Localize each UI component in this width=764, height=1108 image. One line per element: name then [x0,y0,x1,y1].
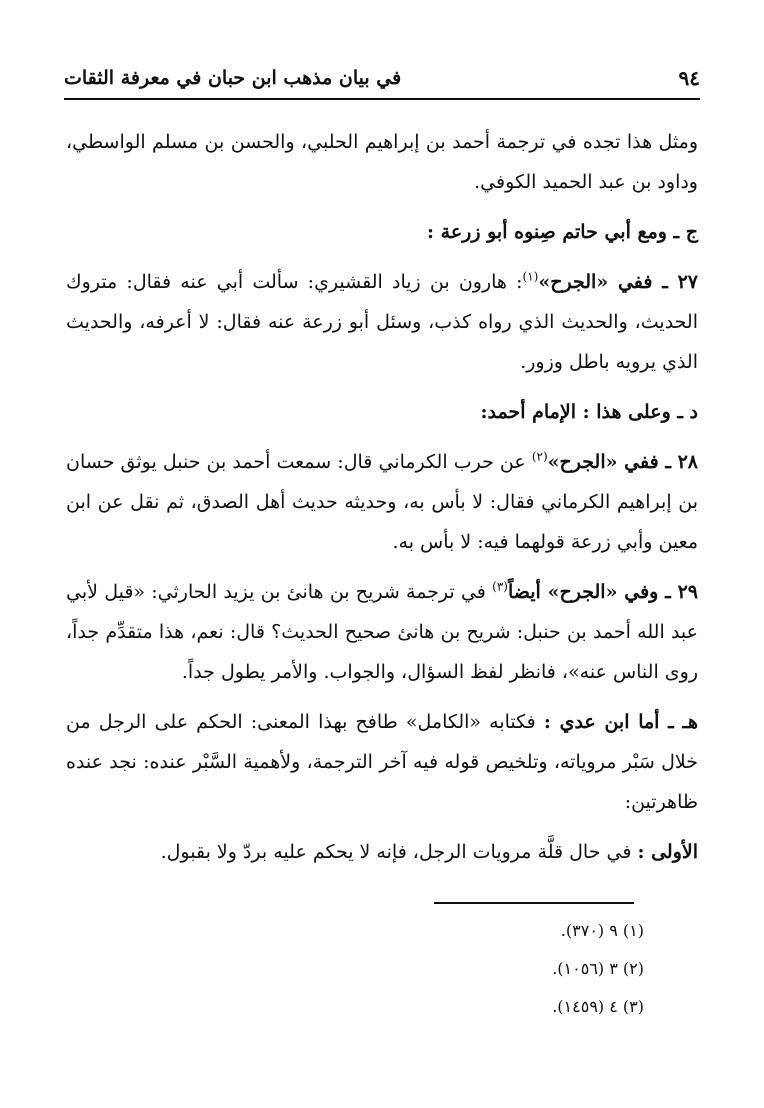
footnote-3: (٣) ٤ (١٤٥٩). [552,997,644,1016]
footnote-divider [434,902,634,904]
page-header [64,58,700,100]
paragraph-first-phenomenon [66,832,698,872]
paragraph-28 [66,442,698,562]
first-phenomenon-label: الأولى : [637,841,698,863]
footnote-2: (٢) ٣ (١٠٥٦). [552,959,644,978]
paragraph-29-lead: ٢٩ ـ وفي «الجرح» أيضاً [507,581,698,603]
first-phenomenon-text: في حال قلَّة مرويات الرجل، فإنه لا يحكم عليه بردّ ولا بقبول. [160,841,638,863]
paragraph-ibn-adi [66,702,698,822]
paragraph-28-lead: ٢٨ ـ ففي «الجرح» [547,451,698,473]
paragraph-27 [66,262,698,382]
running-title: في بيان مذهب ابن حبان في معرفة الثقات [64,67,402,89]
paragraph-ibn-adi-text: فكتابه «الكامل» طافح بهذا المعنى: الحكم على الرجل من خلال سَبْر مروياته، وتلخيص قوله فيه آخر الترجمة، ولأهمية السَّبْر عنده: نجد عنده ظاهرتين: [66,711,698,813]
page-number: ٩٤ [678,66,700,90]
paragraph-28-text: عن حرب الكرماني قال: سمعت أحمد بن حنبل يوثق حسان بن إبراهيم الكرماني فقال: لا بأس به، وحديثه حديث أهل الصدق، ثم نقل عن ابن معين وأبي زرعة قولهما فيه: لا بأس به. [66,451,698,553]
footnote-ref-1: (١) [522,269,539,284]
footnote-ref-2: (٢) [531,449,548,464]
section-heading-ha: هـ ـ أما ابن عدي : [543,711,698,733]
paragraph-29 [66,572,698,692]
page-body [66,122,698,882]
paragraph-29-text: في ترجمة شريح بن هانئ بن يزيد الحارثي: «قيل لأبي عبد الله أحمد بن حنبل: شريح بن هانئ صحيح الحديث؟ قال: نعم، هذا متقدِّم جداً، روى الناس عنه»، فانظر لفظ السؤال، والجواب. والأمر يطول جداً. [66,581,698,683]
footnote-ref-3: (٣) [492,579,508,594]
paragraph-intro: ومثل هذا تجده في ترجمة أحمد بن إبراهيم الحلبي، والحسن بن مسلم الواسطي، وداود بن عبد الحميد الكوفي. [66,131,698,193]
section-heading-jim: ج ـ ومع أبي حاتم صِنوه أبو زرعة : [427,221,698,243]
section-heading-dal: د ـ وعلى هذا : الإمام أحمد: [480,401,698,423]
paragraph-27-lead: ٢٧ ـ ففي «الجرح» [538,271,698,293]
footnote-1: (١) ٩ (٣٧٠). [560,921,644,940]
paragraph-27-text: : هارون بن زياد القشيري: سألت أبي عنه فقال: متروك الحديث، والحديث الذي رواه كذب، وسئل أبو زرعة عنه فقال: لا أعرفه، والحديث الذي يرويه باطل وزور. [66,271,698,373]
footnotes [552,912,644,1026]
